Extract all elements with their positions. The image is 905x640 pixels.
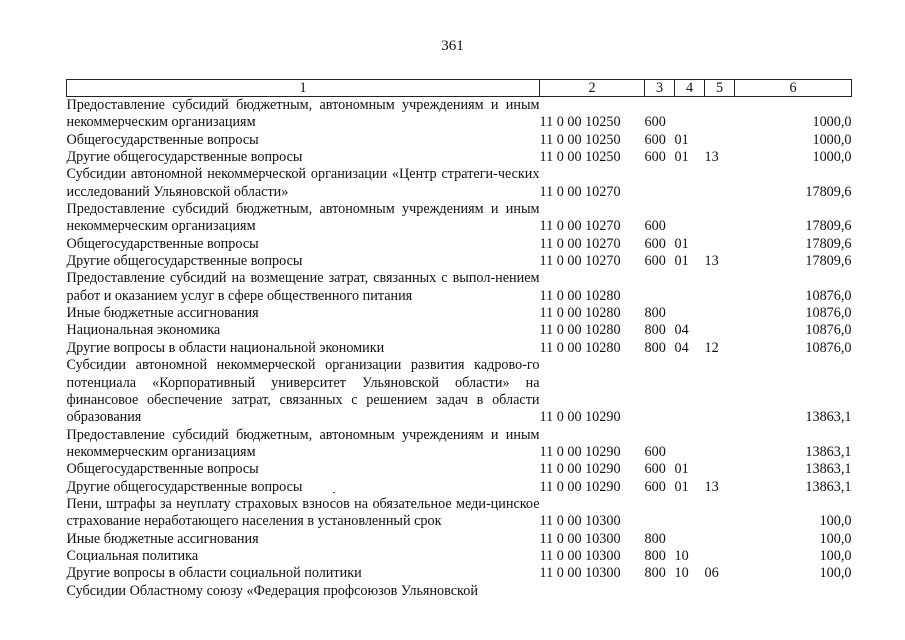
row-section — [675, 97, 705, 132]
row-name: Национальная экономика — [66, 322, 221, 339]
row-subsection — [705, 531, 735, 548]
row-expense-kind: 800 — [644, 530, 666, 547]
table-header-row — [67, 80, 852, 97]
row-name: Пени, штрафы за неуплату страховых взносов на обязательное меди-цинское страхование неработающего населения в установленный срок — [66, 495, 540, 530]
table-row — [67, 496, 852, 531]
row-name: Предоставление субсидий бюджетным, автономным учреждениям и иным некоммерческим организациям — [66, 201, 540, 235]
row-amount: 13863,1 — [805, 478, 852, 495]
row-code: 11 0 00 10290 — [539, 409, 621, 426]
table-row — [67, 132, 852, 149]
row-subsection — [705, 97, 735, 132]
table-row — [67, 166, 852, 201]
row-expense-kind: 800 — [644, 322, 666, 339]
row-section — [675, 583, 705, 600]
row-code: 11 0 00 10280 — [539, 287, 621, 304]
row-amount: 17809,6 — [805, 183, 852, 200]
table-row — [67, 479, 852, 496]
row-section — [675, 201, 705, 236]
table-row — [67, 565, 852, 582]
row-section: 04 — [674, 322, 689, 339]
table-row — [67, 531, 852, 548]
scan-artifact — [333, 492, 335, 493]
row-amount: 100,0 — [819, 547, 852, 564]
table-body — [67, 97, 852, 600]
row-amount: 1000,0 — [812, 131, 852, 148]
row-subsection — [705, 305, 735, 322]
header-col-section: 4 — [675, 80, 705, 97]
table-row — [67, 201, 852, 236]
row-subsection — [705, 583, 735, 600]
row-expense-kind: 600 — [644, 114, 666, 131]
row-expense-kind — [645, 357, 675, 426]
row-name: Другие общегосударственные вопросы — [66, 478, 303, 495]
row-subsection — [705, 427, 735, 462]
table-row — [67, 583, 852, 600]
row-name: Другие вопросы в области национальной экономики — [66, 339, 385, 356]
row-amount: 17809,6 — [805, 235, 852, 252]
row-code: 11 0 00 10270 — [539, 218, 621, 235]
table-row — [67, 461, 852, 478]
row-amount: 13863,1 — [805, 443, 852, 460]
row-subsection — [705, 166, 735, 201]
row-expense-kind: 800 — [644, 305, 666, 322]
row-code: 11 0 00 10300 — [539, 565, 621, 582]
row-subsection: 12 — [704, 339, 719, 356]
table-row — [67, 270, 852, 305]
table-row — [67, 149, 852, 166]
table-row — [67, 97, 852, 132]
row-subsection: 13 — [704, 253, 719, 270]
row-section — [675, 166, 705, 201]
row-expense-kind: 600 — [644, 235, 666, 252]
row-section: 01 — [674, 461, 689, 478]
row-expense-kind: 600 — [644, 149, 666, 166]
row-amount: 10876,0 — [805, 287, 852, 304]
row-code: 11 0 00 10290 — [539, 478, 621, 495]
row-name: Предоставление субсидий бюджетным, автономным учреждениям и иным некоммерческим организациям — [66, 426, 540, 460]
row-amount: 17809,6 — [805, 218, 852, 235]
row-subsection: 13 — [704, 149, 719, 166]
page-number: 361 — [441, 38, 464, 54]
row-code: 11 0 00 10280 — [539, 322, 621, 339]
row-code: 11 0 00 10270 — [539, 183, 621, 200]
row-expense-kind: 600 — [644, 253, 666, 270]
row-subsection — [705, 496, 735, 531]
row-code: 11 0 00 10250 — [539, 114, 621, 131]
row-code: 11 0 00 10250 — [539, 131, 621, 148]
row-code: 11 0 00 10270 — [539, 235, 621, 252]
row-expense-kind — [645, 496, 675, 531]
table-row — [67, 427, 852, 462]
row-name: Социальная политика — [66, 547, 199, 564]
row-code: 11 0 00 10300 — [539, 513, 621, 530]
row-section — [675, 496, 705, 531]
row-expense-kind: 600 — [644, 218, 666, 235]
row-amount: 100,0 — [819, 530, 852, 547]
row-expense-kind: 800 — [644, 547, 666, 564]
row-section — [675, 531, 705, 548]
row-subsection — [705, 132, 735, 149]
table-row — [67, 236, 852, 253]
row-name: Субсидии автономной некоммерческой организации «Центр стратеги-ческих исследований Ульяновской области» — [66, 166, 540, 200]
row-expense-kind: 600 — [644, 131, 666, 148]
row-section: 04 — [674, 339, 689, 356]
row-subsection — [705, 322, 735, 339]
row-name: Другие общегосударственные вопросы — [66, 253, 303, 270]
row-code: 11 0 00 10300 — [539, 530, 621, 547]
row-section — [675, 357, 705, 426]
row-amount: 13863,1 — [805, 461, 852, 478]
table-row — [67, 253, 852, 270]
row-code: 11 0 00 10290 — [539, 461, 621, 478]
row-amount: 100,0 — [819, 513, 852, 530]
row-name: Общегосударственные вопросы — [66, 235, 259, 252]
row-subsection — [705, 201, 735, 236]
row-section: 01 — [674, 235, 689, 252]
row-subsection — [705, 236, 735, 253]
row-subsection — [705, 270, 735, 305]
row-code: 11 0 00 10280 — [539, 339, 621, 356]
row-code — [540, 583, 645, 600]
row-amount: 10876,0 — [805, 339, 852, 356]
row-name: Субсидии Областному союзу «Федерация профсоюзов Ульяновской — [66, 582, 478, 599]
row-section — [675, 305, 705, 322]
row-code: 11 0 00 10300 — [539, 547, 621, 564]
row-amount: 10876,0 — [805, 305, 852, 322]
row-amount: 1000,0 — [812, 114, 852, 131]
row-section — [675, 427, 705, 462]
row-section: 01 — [674, 131, 689, 148]
header-col-code: 2 — [540, 80, 645, 97]
row-subsection — [705, 548, 735, 565]
table-row — [67, 322, 852, 339]
row-name: Субсидии автономной некоммерческой организации развития кадрово-го потенциала «Корпоративный университет Ульяновской области» на финансовое обеспечение затрат, связанных с решением задач в области образования — [66, 357, 540, 426]
row-code: 11 0 00 10280 — [539, 305, 621, 322]
row-name: Иные бюджетные ассигнования — [66, 530, 259, 547]
row-section: 10 — [674, 547, 689, 564]
row-section: 10 — [674, 565, 689, 582]
row-name: Общегосударственные вопросы — [66, 131, 259, 148]
row-expense-kind — [645, 270, 675, 305]
row-amount: 10876,0 — [805, 322, 852, 339]
row-name: Другие вопросы в области социальной политики — [66, 565, 362, 582]
row-name: Предоставление субсидий на возмещение затрат, связанных с выпол-нением работ и оказанием услуг в сфере общественного питания — [66, 270, 540, 304]
row-expense-kind — [645, 583, 675, 600]
row-expense-kind: 600 — [644, 443, 666, 460]
table-row — [67, 305, 852, 322]
row-amount: 1000,0 — [812, 149, 852, 166]
row-section: 01 — [674, 478, 689, 495]
row-subsection — [705, 461, 735, 478]
row-section: 01 — [674, 149, 689, 166]
row-subsection: 06 — [704, 565, 719, 582]
row-name: Иные бюджетные ассигнования — [66, 305, 259, 322]
header-col-amount: 6 — [735, 80, 852, 97]
row-expense-kind: 600 — [644, 478, 666, 495]
row-code: 11 0 00 10270 — [539, 253, 621, 270]
row-expense-kind: 800 — [644, 339, 666, 356]
row-expense-kind — [645, 166, 675, 201]
row-amount — [735, 583, 852, 600]
header-col-subsection: 5 — [705, 80, 735, 97]
row-expense-kind: 800 — [644, 565, 666, 582]
row-subsection: 13 — [704, 478, 719, 495]
row-name: Общегосударственные вопросы — [66, 461, 259, 478]
row-code: 11 0 00 10290 — [539, 443, 621, 460]
row-amount: 100,0 — [819, 565, 852, 582]
row-amount: 17809,6 — [805, 253, 852, 270]
row-section: 01 — [674, 253, 689, 270]
row-amount: 13863,1 — [805, 409, 852, 426]
row-section — [675, 270, 705, 305]
row-code: 11 0 00 10250 — [539, 149, 621, 166]
table-row — [67, 357, 852, 426]
header-col-kind: 3 — [645, 80, 675, 97]
row-subsection — [705, 357, 735, 426]
table-row — [67, 548, 852, 565]
budget-table — [66, 79, 852, 600]
header-col-name: 1 — [67, 80, 540, 97]
row-name: Предоставление субсидий бюджетным, автономным учреждениям и иным некоммерческим организациям — [66, 97, 540, 131]
row-expense-kind: 600 — [644, 461, 666, 478]
row-name: Другие общегосударственные вопросы — [66, 149, 303, 166]
table-row — [67, 340, 852, 357]
